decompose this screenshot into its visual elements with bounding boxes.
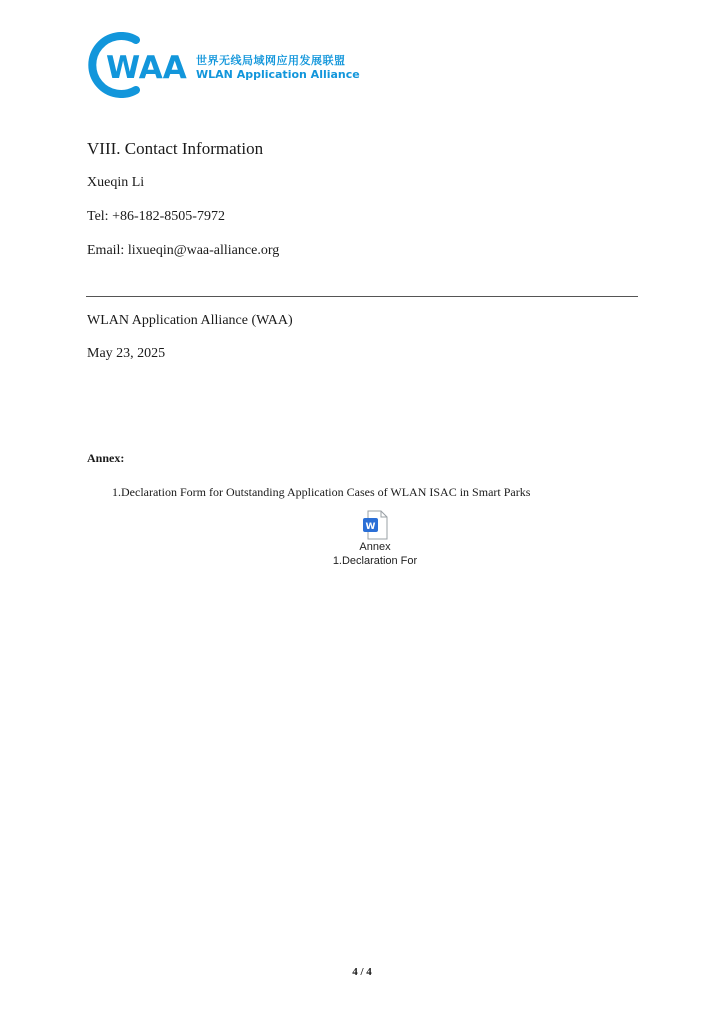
svg-text:W: W: [365, 522, 376, 532]
annex-item: 1.Declaration Form for Outstanding Application Cases of WLAN ISAC in Smart Parks: [112, 485, 531, 499]
annex-title: Annex:: [87, 451, 125, 465]
word-document-icon: [362, 510, 388, 540]
logo-chinese-name: 世界无线局域网应用发展联盟: [196, 54, 346, 67]
contact-email: Email: lixueqin@waa-alliance.org: [87, 243, 280, 258]
section-heading: VIII. Contact Information: [87, 139, 264, 158]
waa-logo-mark: [84, 32, 189, 98]
contact-name: Xueqin Li: [87, 175, 145, 190]
attachment-file[interactable]: [310, 510, 440, 568]
attachment-label-line1: Annex: [359, 541, 391, 553]
document-date: May 23, 2025: [87, 346, 166, 361]
logo-english-name: WLAN Application Alliance: [196, 68, 360, 81]
logo-mark-text: WAA: [106, 50, 187, 86]
page-number: 4 / 4: [352, 966, 372, 978]
divider: [86, 296, 638, 297]
contact-tel: Tel: +86-182-8505-7972: [87, 209, 225, 224]
organization-name: WLAN Application Alliance (WAA): [87, 313, 293, 328]
attachment-label-line2: 1.Declaration For: [332, 555, 418, 567]
waa-logo: [84, 32, 360, 98]
